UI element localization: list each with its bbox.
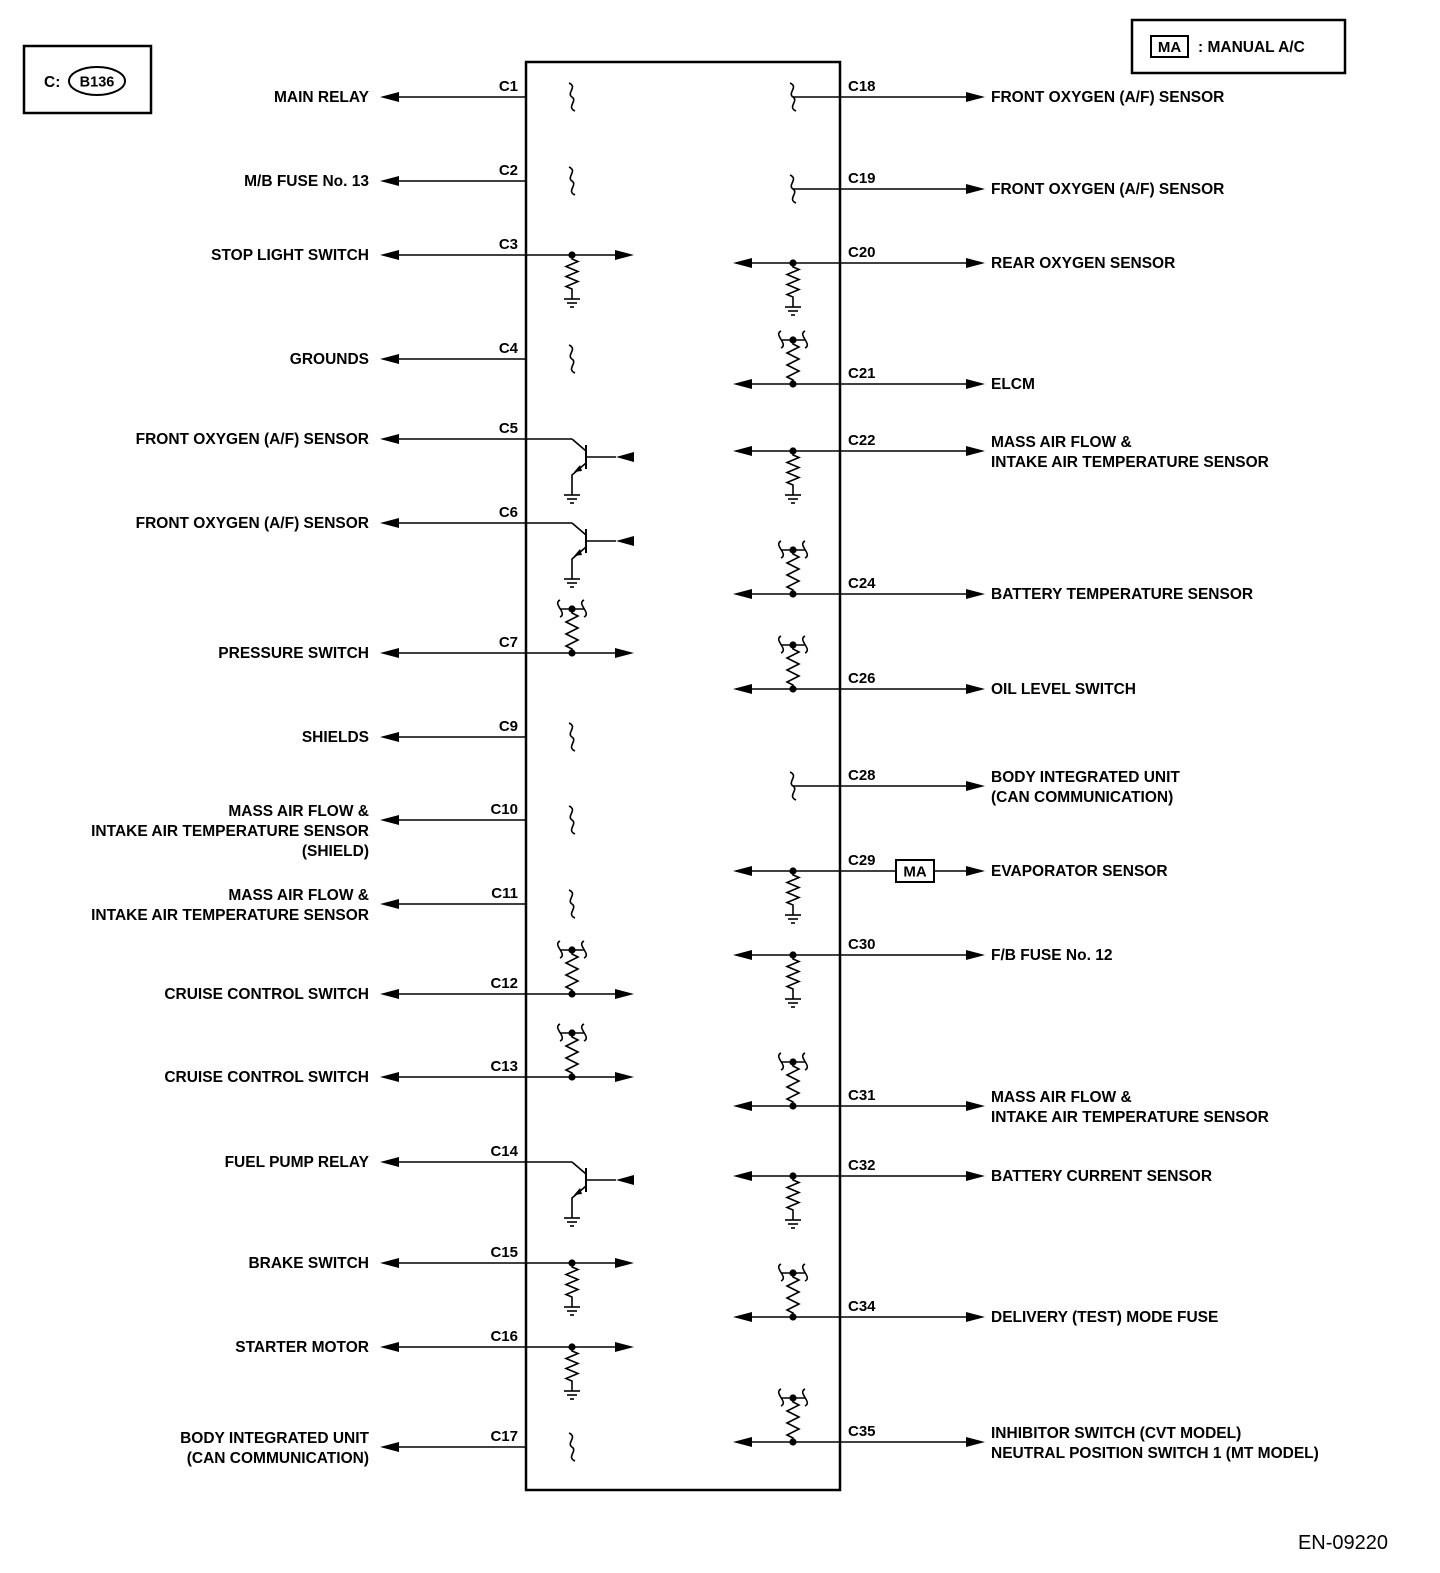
- pin-c13-number: C13: [490, 1058, 518, 1075]
- pin-c16-resistor: [566, 1347, 578, 1385]
- pin-c12-arrow-in: [615, 989, 634, 999]
- pin-c30-arrow-in: [733, 950, 752, 960]
- pin-c26-arrow-in: [733, 684, 752, 694]
- pin-c11-number: C11: [491, 885, 518, 902]
- pin-c34-arrow-in: [733, 1312, 752, 1322]
- pin-c6-arrow-out: [380, 518, 399, 528]
- pin-c22-arrow-in: [733, 446, 752, 456]
- pin-c22-label: MASS AIR FLOW &: [991, 434, 1132, 451]
- pin-c32-resistor: [787, 1176, 799, 1214]
- pin-c30-label: F/B FUSE No. 12: [991, 947, 1113, 964]
- pin-c18-number: C18: [848, 78, 876, 95]
- pin-c15-arrow-in: [615, 1258, 634, 1268]
- pin-c1-number: C1: [498, 78, 518, 95]
- pin-c35-resistor: [787, 1398, 799, 1442]
- pin-c11-arrow-out: [380, 899, 399, 909]
- pin-c9-number: C9: [498, 718, 518, 735]
- pin-c12-resistor: [566, 950, 578, 994]
- pin-c5-base-arrow: [616, 452, 634, 462]
- pin-c32-number: C32: [848, 1157, 876, 1174]
- pin-c14-emitter-arrow: [574, 1188, 582, 1195]
- pin-c12-label: CRUISE CONTROL SWITCH: [164, 986, 369, 1003]
- pin-c10-arrow-out: [380, 815, 399, 825]
- pin-c32-label: BATTERY CURRENT SENSOR: [991, 1168, 1213, 1185]
- pin-c13-arrow-in: [615, 1072, 634, 1082]
- pin-c24-number: C24: [848, 575, 876, 592]
- pin-c7-label: PRESSURE SWITCH: [218, 645, 369, 662]
- pin-c4-shield: [569, 345, 575, 373]
- pin-c5-collector: [572, 439, 586, 451]
- pin-c19-arrow-out: [966, 184, 985, 194]
- connector-prefix: C:: [44, 74, 61, 91]
- pin-c6-base-arrow: [616, 536, 634, 546]
- pin-c28-label: BODY INTEGRATED UNIT: [991, 769, 1180, 786]
- pin-c24-arrow-in: [733, 589, 752, 599]
- pin-c4-arrow-out: [380, 354, 399, 364]
- pin-c24-resistor: [787, 550, 799, 594]
- pin-c14-base-arrow: [616, 1175, 634, 1185]
- pin-c7-arrow-out: [380, 648, 399, 658]
- pin-c28-number: C28: [848, 767, 876, 784]
- pin-c20-resistor: [787, 263, 799, 301]
- pin-group: [91, 78, 1319, 1467]
- pin-c26-resistor: [787, 645, 799, 689]
- pin-c21-resistor: [787, 340, 799, 384]
- pin-c10-label: MASS AIR FLOW &: [228, 803, 369, 820]
- pin-c29-arrow-out: [966, 866, 985, 876]
- pin-c28-arrow-out: [966, 781, 985, 791]
- pin-c6-collector: [572, 523, 586, 535]
- pin-c6-label: FRONT OXYGEN (A/F) SENSOR: [135, 515, 369, 532]
- pin-c3-number: C3: [498, 236, 518, 253]
- pin-c19-number: C19: [848, 170, 876, 187]
- pin-c12-arrow-out: [380, 989, 399, 999]
- legend-code: MA: [1157, 39, 1182, 56]
- pin-c1-label: MAIN RELAY: [273, 89, 369, 106]
- pin-c31-arrow-in: [733, 1101, 752, 1111]
- pin-c29-resistor: [787, 871, 799, 909]
- pin-c7-resistor: [566, 609, 578, 653]
- pin-c34-resistor: [787, 1273, 799, 1317]
- pin-c14-arrow-out: [380, 1157, 399, 1167]
- pin-c24-arrow-out: [966, 589, 985, 599]
- pin-c16-arrow-out: [380, 1342, 399, 1352]
- pin-c13-resistor: [566, 1033, 578, 1077]
- pin-c6-emitter-arrow: [574, 549, 582, 556]
- pin-c29-tag: MA: [903, 863, 927, 881]
- pin-c31-label: MASS AIR FLOW &: [991, 1089, 1132, 1106]
- pin-c21-number: C21: [848, 365, 876, 382]
- pin-c26-number: C26: [848, 670, 876, 687]
- pin-c22-arrow-out: [966, 446, 985, 456]
- pin-c11-shield: [569, 890, 575, 918]
- pin-c24-label: BATTERY TEMPERATURE SENSOR: [991, 586, 1254, 603]
- pin-c15-arrow-out: [380, 1258, 399, 1268]
- pin-c5-label: FRONT OXYGEN (A/F) SENSOR: [135, 431, 369, 448]
- pin-c17-label: BODY INTEGRATED UNIT: [180, 1430, 369, 1447]
- pin-c15-number: C15: [490, 1244, 518, 1261]
- pin-c13-arrow-out: [380, 1072, 399, 1082]
- pin-c18-label: FRONT OXYGEN (A/F) SENSOR: [991, 89, 1225, 106]
- pin-c17-number: C17: [490, 1428, 518, 1445]
- connector-id: B136: [79, 74, 115, 91]
- pin-c10-label: INTAKE AIR TEMPERATURE SENSOR: [91, 823, 369, 840]
- pin-c4-label: GROUNDS: [289, 351, 369, 368]
- pin-c30-resistor: [787, 955, 799, 993]
- pin-c31-resistor: [787, 1062, 799, 1106]
- pin-c17-shield: [569, 1433, 575, 1461]
- pin-c17-label: (CAN COMMUNICATION): [186, 1450, 369, 1467]
- pin-c3-resistor: [566, 255, 578, 293]
- pin-c35-label: NEUTRAL POSITION SWITCH 1 (MT MODEL): [991, 1445, 1319, 1462]
- pin-c5-number: C5: [498, 420, 518, 437]
- pin-c31-number: C31: [848, 1087, 876, 1104]
- pin-c17-arrow-out: [380, 1442, 399, 1452]
- pin-c20-label: REAR OXYGEN SENSOR: [991, 255, 1176, 272]
- pin-c31-label: INTAKE AIR TEMPERATURE SENSOR: [991, 1109, 1269, 1126]
- pin-c21-label: ELCM: [991, 376, 1035, 393]
- pin-c12-number: C12: [490, 975, 518, 992]
- pin-c16-arrow-in: [615, 1342, 634, 1352]
- pin-c35-label: INHIBITOR SWITCH (CVT MODEL): [991, 1425, 1242, 1442]
- pin-c15-label: BRAKE SWITCH: [248, 1255, 369, 1272]
- pin-c9-label: SHIELDS: [301, 729, 369, 746]
- pin-c3-label: STOP LIGHT SWITCH: [211, 247, 369, 264]
- pin-c1-arrow-out: [380, 92, 399, 102]
- pin-c16-label: STARTER MOTOR: [235, 1339, 369, 1356]
- pin-c30-number: C30: [848, 936, 876, 953]
- pin-c15-resistor: [566, 1263, 578, 1301]
- pin-c20-arrow-in: [733, 258, 752, 268]
- pin-c20-arrow-out: [966, 258, 985, 268]
- pin-c7-number: C7: [498, 634, 518, 651]
- pin-c2-number: C2: [498, 162, 518, 179]
- pin-c18-arrow-out: [966, 92, 985, 102]
- pin-c1-shield: [569, 83, 575, 111]
- pin-c34-number: C34: [848, 1298, 876, 1315]
- pin-c29-label: EVAPORATOR SENSOR: [991, 863, 1168, 880]
- pin-c29-arrow-in: [733, 866, 752, 876]
- pin-c7-arrow-in: [615, 648, 634, 658]
- pin-c10-label: (SHIELD): [301, 843, 369, 860]
- pin-c2-shield: [569, 167, 575, 195]
- pin-c35-arrow-out: [966, 1437, 985, 1447]
- pin-c32-arrow-in: [733, 1171, 752, 1181]
- pin-c20-number: C20: [848, 244, 876, 261]
- pin-c6-number: C6: [498, 504, 518, 521]
- pin-c34-label: DELIVERY (TEST) MODE FUSE: [991, 1309, 1219, 1326]
- pin-c10-shield: [569, 806, 575, 834]
- pin-c32-arrow-out: [966, 1171, 985, 1181]
- pin-c26-label: OIL LEVEL SWITCH: [991, 681, 1136, 698]
- pin-c21-arrow-out: [966, 379, 985, 389]
- pin-c5-arrow-out: [380, 434, 399, 444]
- pin-c10-number: C10: [490, 801, 518, 818]
- pin-c2-label: M/B FUSE No. 13: [244, 173, 369, 190]
- pin-c14-number: C14: [490, 1143, 518, 1160]
- pin-c35-arrow-in: [733, 1437, 752, 1447]
- pin-c13-label: CRUISE CONTROL SWITCH: [164, 1069, 369, 1086]
- pin-c14-label: FUEL PUMP RELAY: [224, 1154, 369, 1171]
- pin-c22-number: C22: [848, 432, 876, 449]
- pin-c4-number: C4: [498, 340, 518, 357]
- legend-text: : MANUAL A/C: [1198, 39, 1305, 56]
- pin-c16-number: C16: [490, 1328, 518, 1345]
- pin-c9-arrow-out: [380, 732, 399, 742]
- pin-c21-arrow-in: [733, 379, 752, 389]
- pin-c22-resistor: [787, 451, 799, 489]
- pin-c11-label: INTAKE AIR TEMPERATURE SENSOR: [91, 907, 369, 924]
- pin-c30-arrow-out: [966, 950, 985, 960]
- pin-c22-label: INTAKE AIR TEMPERATURE SENSOR: [991, 454, 1269, 471]
- pin-c9-shield: [569, 723, 575, 751]
- pin-c5-emitter-arrow: [574, 465, 582, 472]
- pin-c26-arrow-out: [966, 684, 985, 694]
- pin-c29-number: C29: [848, 852, 876, 869]
- pin-c11-label: MASS AIR FLOW &: [228, 887, 369, 904]
- pin-c3-arrow-out: [380, 250, 399, 260]
- pin-c35-number: C35: [848, 1423, 876, 1440]
- pin-c2-arrow-out: [380, 176, 399, 186]
- pin-c28-label: (CAN COMMUNICATION): [991, 789, 1174, 806]
- figure-id: EN-09220: [1297, 1532, 1388, 1554]
- pin-c34-arrow-out: [966, 1312, 985, 1322]
- pin-c19-label: FRONT OXYGEN (A/F) SENSOR: [991, 181, 1225, 198]
- pin-c3-arrow-in: [615, 250, 634, 260]
- pin-c14-collector: [572, 1162, 586, 1174]
- pin-c31-arrow-out: [966, 1101, 985, 1111]
